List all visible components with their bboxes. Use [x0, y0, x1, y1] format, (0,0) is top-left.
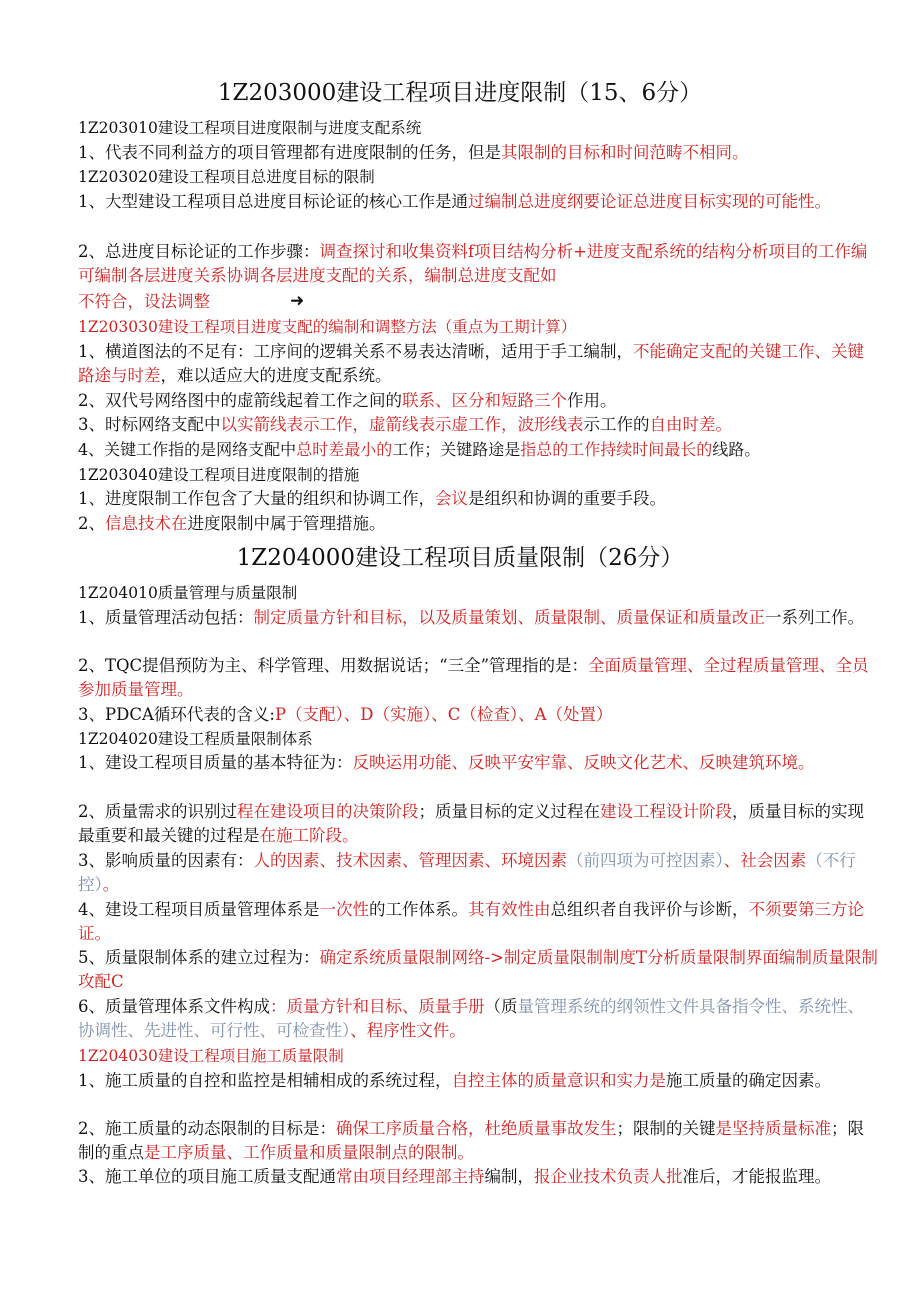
item-1z204020-2: 2、质量需求的识别过程在建设项目的决策阶段；质量目标的定义过程在建设工程设计阶段，质量目标的实现最重要和最关键的过程是在施工阶段。	[78, 802, 864, 845]
item-1z204020-6: 6、质量管理体系文件构成：质量方针和目标、质量手册（质量管理系统的纲领性文件具备指令性、系统性、协调性、先进性、可行性、可检查性）、程序性文件。	[78, 997, 864, 1040]
item-1z204020-1: 1、建设工程项目质量的基本特征为：反映运用功能、反映平安牢靠、反映文化艺术、反映建筑环境。	[78, 753, 815, 772]
item-1z204020-4: 4、建设工程项目质量管理体系是一次性的工作体系。其有效性由总组织者自我评价与诊断，不须要第三方论证。	[78, 900, 864, 943]
item-1z203020-2: 2、总进度目标论证的工作步骤：调查探讨和收集资料f项目结构分析+进度支配系统的结构分析项目的工作编可编制各层进度关系协调各层进度支配的关系，编制总进度支配如	[78, 242, 868, 285]
arrow-right-icon: ➜	[290, 291, 305, 311]
item-1z203030-4: 4、关键工作指的是网络支配中总时差最小的工作；关键路途是指总的工作持续时间最长的线路。	[78, 440, 761, 459]
item-1z203010-1: 1、代表不同利益方的项目管理都有进度限制的任务，但是其限制的目标和时间范畴不相同。	[78, 143, 749, 162]
item-1z203020-2-cont: 不符合，设法调整	[78, 292, 210, 311]
item-1z204010-2: 2、TQC提倡预防为主、科学管理、用数据说话；“三全”管理指的是：全面质量管理、全过程质量管理、全员参加质量管理。	[78, 656, 869, 699]
section-1z203030-heading: 1Z203030建设工程项目进度支配的编制和调整方法（重点为工期计算）	[78, 318, 577, 336]
section-1z204020-heading: 1Z204020建设工程质量限制体系	[78, 730, 313, 748]
chapter-1-title: 1Z203000建设工程项目进度限制（15、6分）	[217, 80, 703, 106]
section-1z204010-heading: 1Z204010质量管理与质量限制	[78, 584, 298, 602]
item-1z203030-3: 3、时标网络支配中以实箭线表示工作，虚箭线表示虚工作，波形线表示工作的自由时差。	[78, 415, 732, 434]
item-1z203020-1: 1、大型建设工程项目总进度目标论证的核心工作是通过编制总进度纲要论证总进度目标实现的可能性。	[78, 192, 831, 211]
item-1z204030-1: 1、施工质量的自控和监控是相辅相成的系统过程，自控主体的质量意识和实力是施工质量的确定因素。	[78, 1071, 831, 1090]
item-1z204030-3: 3、施工单位的项目施工质量支配通常由项目经理部主持编制，报企业技术负责人批准后，才能报监理。	[78, 1167, 831, 1186]
section-1z203010-heading: 1Z203010建设工程项目进度限制与进度支配系统	[78, 119, 422, 137]
chapter-2-title: 1Z204000建设工程项目质量限制（26分）	[236, 545, 684, 571]
item-1z204010-1: 1、质量管理活动包括：制定质量方针和目标，以及质量策划、质量限制、质量保证和质量改正一系列工作。	[78, 608, 864, 627]
item-1z204020-3: 3、影响质量的因素有：人的因素、技术因素、管理因素、环境因素（前四项为可控因素）、社会因素（不行控）。	[78, 851, 856, 894]
item-1z203040-2: 2、信息技术在进度限制中属于管理措施。	[78, 514, 386, 533]
section-1z204030-heading: 1Z204030建设工程项目施工质量限制	[78, 1047, 344, 1065]
item-1z203030-1: 1、横道图法的不足有：工序间的逻辑关系不易表达清晰，适用于手工编制，不能确定支配的关键工作、关键路途与时差，难以适应大的进度支配系统。	[78, 342, 864, 385]
item-1z203030-2: 2、双代号网络图中的虚箭线起着工作之间的联系、区分和短路三个作用。	[78, 391, 617, 410]
item-1z204030-2: 2、施工质量的动态限制的目标是：确保工序质量合格，杜绝质量事故发生；限制的关键是坚持质量标准；限制的重点是工序质量、工作质量和质量限制点的限制。	[78, 1119, 864, 1162]
item-1z203040-1: 1、进度限制工作包含了大量的组织和协调工作，会议是组织和协调的重要手段。	[78, 489, 666, 508]
section-1z203020-heading: 1Z203020建设工程项目总进度目标的限制	[78, 168, 375, 186]
item-1z204020-5: 5、质量限制体系的建立过程为：确定系统质量限制网络->制定质量限制制度T分析质量限制界面编制质量限制攻配C	[78, 948, 878, 991]
section-1z203040-heading: 1Z203040建设工程项目进度限制的措施	[78, 466, 360, 484]
item-1z204010-3: 3、PDCA循环代表的含义:P（支配）、D（实施）、C（检查）、A（处置）	[78, 705, 613, 724]
